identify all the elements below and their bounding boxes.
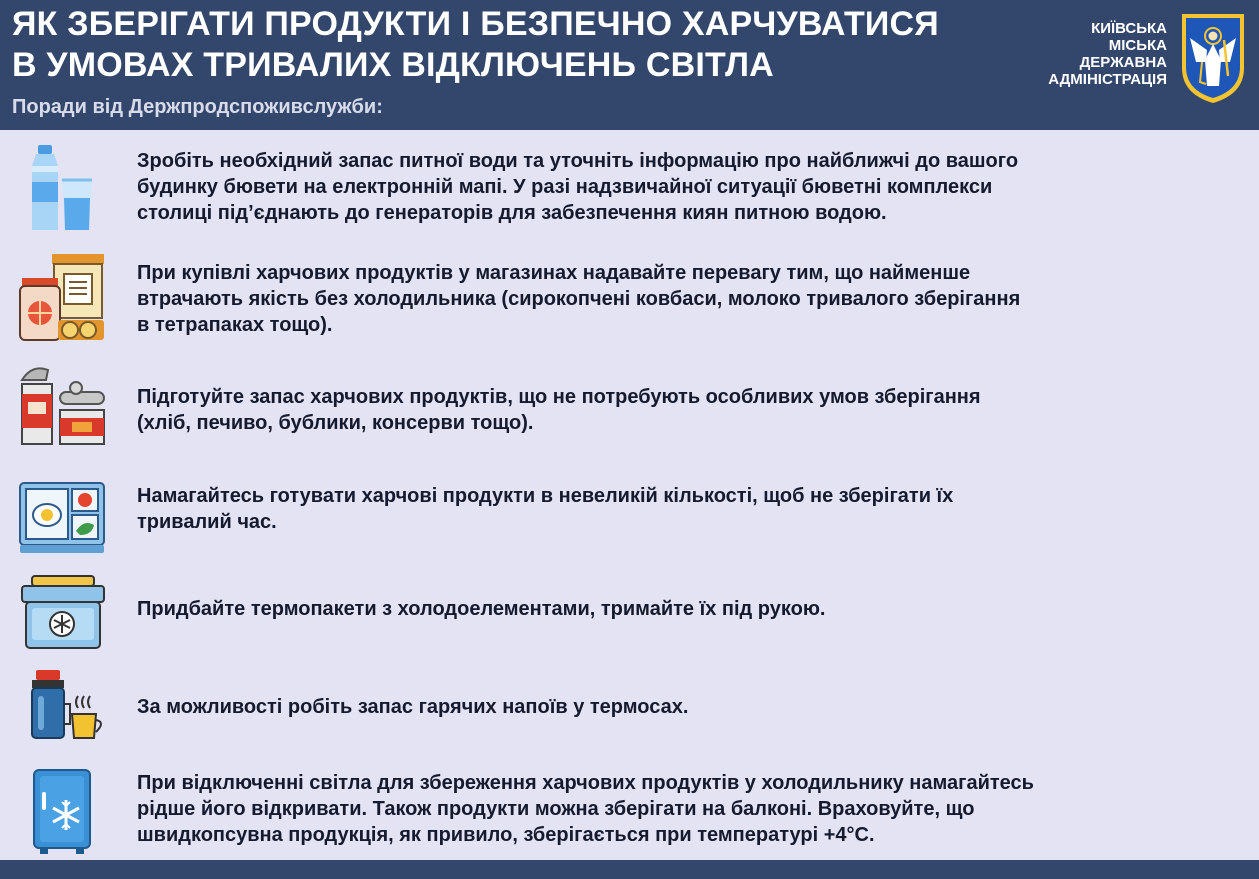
organization-name: [1048, 20, 1167, 88]
org-line-4: АДМІНІСТРАЦІЯ: [1048, 71, 1167, 88]
title-line-1: ЯК ЗБЕРІГАТИ ПРОДУКТИ І БЕЗПЕЧНО ХАРЧУВАТИСЯ: [12, 5, 939, 43]
header-banner: [0, 0, 1259, 130]
tip-text: За можливості робіть запас гарячих напоїв у термосах.: [137, 696, 689, 718]
title-line-2: В УМОВАХ ТРИВАЛИХ ВІДКЛЮЧЕНЬ СВІТЛА: [12, 46, 774, 84]
tip-text: При купівлі харчових продуктів у магазинах надавайте перевагу тим, що найменше втрачають якість без холодильника (сирокопчені ковбаси, молоко тривалого зберігання в тетрапаках тощо).: [137, 262, 1021, 336]
page-title: [12, 4, 939, 86]
tip-text: Придбайте термопакети з холодоелементами, тримайте їх під рукою.: [137, 598, 826, 620]
tip-text: Підготуйте запас харчових продуктів, що не потребують особливих умов зберігання (хліб, печиво, бублики, консерви тощо).: [137, 386, 981, 434]
kyiv-coat-of-arms-icon: [1178, 10, 1248, 106]
lunch-box-icon: [14, 475, 110, 571]
tip-text: Зробіть необхідний запас питної води та уточніть інформацію про найближчі до вашого будинку бювети на електронній мапі. У разі надзвичайної ситуації бюветні комплекси столиці під’єднають до генераторів для забезпечення киян питною водою.: [137, 150, 1019, 224]
org-line-2: МІСЬКА: [1108, 37, 1167, 54]
subtitle: Поради від Держпродспоживслужби:: [12, 96, 383, 118]
tip-text: При відключенні світла для збереження харчових продуктів у холодильнику намагайтесь рідше його відкривати. Також продукти можна зберігати на балконі. Враховуйте, що швидкопсувна продукція, як привило, зберігається при температурі +4°С.: [137, 772, 1034, 846]
org-line-1: КИЇВСЬКА: [1091, 20, 1167, 37]
cooler-bag-icon: [14, 570, 110, 666]
org-line-3: ДЕРЖАВНА: [1079, 54, 1167, 71]
preserved-food-jars-icon: [14, 248, 110, 344]
tips-list: [0, 130, 1259, 860]
fridge-snowflake-icon: [14, 764, 110, 860]
thermos-cup-icon: [14, 666, 110, 762]
tip-text: Намагайтесь готувати харчові продукти в невеликій кількості, щоб не зберігати їх тривалий час.: [137, 485, 954, 533]
water-bottle-glass-icon: [14, 140, 110, 236]
footer-bar: [0, 860, 1259, 879]
canned-food-icon: [14, 362, 110, 458]
